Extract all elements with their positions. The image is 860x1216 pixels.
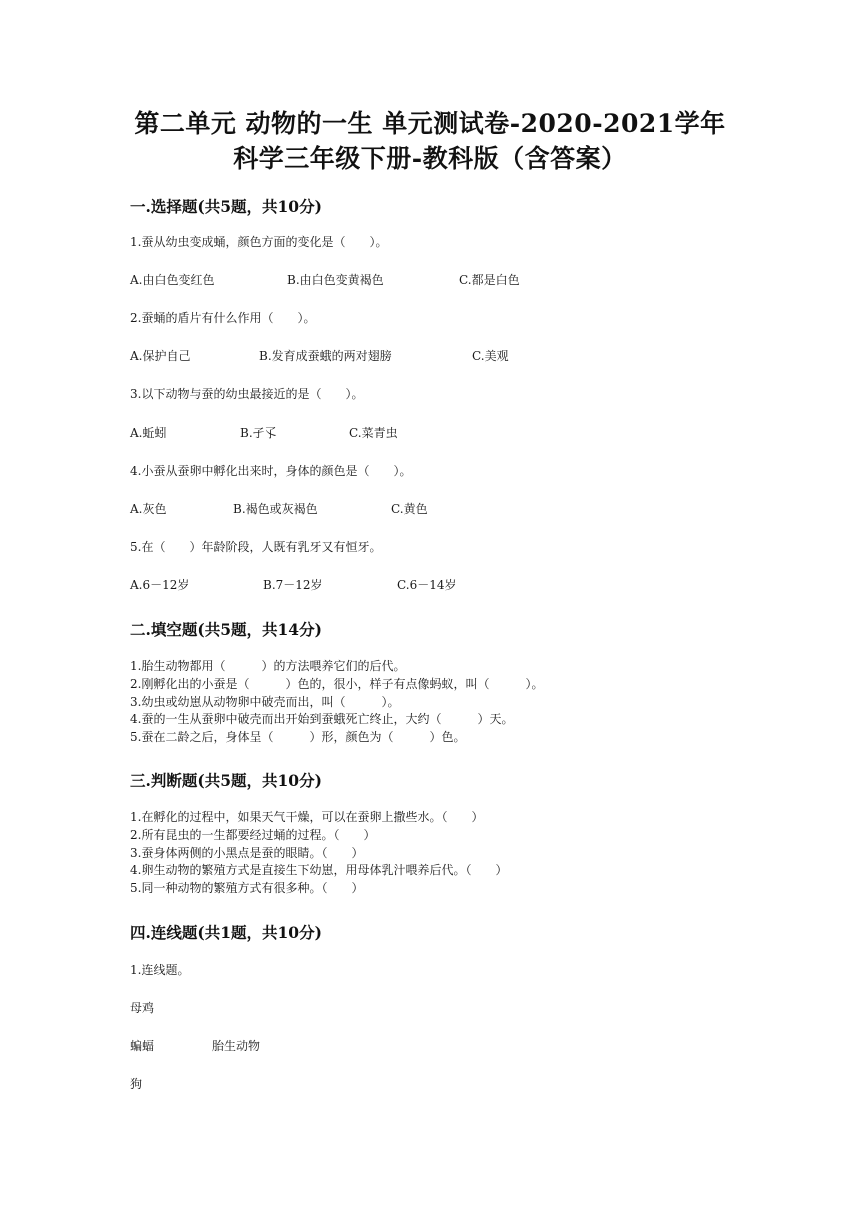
- choice-q3-option-b: B.孑孓: [240, 426, 277, 440]
- fill-item-3: 3.幼虫或幼崽从动物卵中破壳而出，叫（ ）。: [130, 695, 400, 709]
- choice-question-1: 1.蚕从幼虫变成蛹，颜色方面的变化是（ ）。: [130, 235, 388, 249]
- choice-q1-option-a: A.由白色变红色: [130, 273, 215, 287]
- section-heading-match: 四.连线题(共1题，共10分): [130, 923, 322, 942]
- choice-q2-option-b: B.发育成蚕蛾的两对翅膀: [259, 349, 392, 363]
- match-left-item-2: 蝙蝠: [130, 1039, 155, 1053]
- match-question-1: 1.连线题。: [130, 963, 190, 977]
- choice-q4-option-a: A.灰色: [130, 502, 167, 516]
- choice-q3-option-a: A.蚯蚓: [130, 426, 167, 440]
- judge-item-3: 3.蚕身体两侧的小黑点是蚕的眼睛。（ ）: [130, 846, 364, 860]
- section-heading-fill: 二.填空题(共5题，共14分): [130, 620, 322, 639]
- match-left-item-1: 母鸡: [130, 1001, 155, 1015]
- section-heading-judge: 三.判断题(共5题，共10分): [130, 771, 322, 790]
- document-title-line1: 第二单元 动物的一生 单元测试卷-2020-2021学年: [134, 109, 726, 138]
- section-heading-choice: 一.选择题(共5题，共10分): [130, 197, 322, 216]
- fill-item-5: 5.蚕在二龄之后，身体呈（ ）形，颜色为（ ）色。: [130, 730, 466, 744]
- choice-q5-option-a: A.6－12岁: [130, 578, 190, 592]
- choice-question-4: 4.小蚕从蚕卵中孵化出来时，身体的颜色是（ ）。: [130, 464, 412, 478]
- fill-item-2: 2.刚孵化出的小蚕是（ ）色的，很小，样子有点像蚂蚁，叫（ ）。: [130, 677, 544, 691]
- choice-q1-option-b: B.由白色变黄褐色: [287, 273, 384, 287]
- choice-question-3: 3.以下动物与蚕的幼虫最接近的是（ ）。: [130, 387, 364, 401]
- choice-q3-option-c: C.菜青虫: [349, 426, 398, 440]
- fill-item-4: 4.蚕的一生从蚕卵中破壳而出开始到蚕蛾死亡终止，大约（ ）天。: [130, 712, 514, 726]
- choice-question-5: 5.在（ ）年龄阶段，人既有乳牙又有恒牙。: [130, 540, 382, 554]
- choice-q2-option-a: A.保护自己: [130, 349, 191, 363]
- fill-item-1: 1.胎生动物都用（ ）的方法喂养它们的后代。: [130, 659, 406, 673]
- document-title-line2: 科学三年级下册-教科版（含答案）: [233, 144, 627, 173]
- judge-item-4: 4.卵生动物的繁殖方式是直接生下幼崽，用母体乳汁喂养后代。（ ）: [130, 863, 508, 877]
- choice-q2-option-c: C.美观: [472, 349, 509, 363]
- choice-question-2: 2.蚕蛹的盾片有什么作用（ ）。: [130, 311, 316, 325]
- judge-item-2: 2.所有昆虫的一生都要经过蛹的过程。（ ）: [130, 828, 376, 842]
- choice-q4-option-b: B.褐色或灰褐色: [233, 502, 318, 516]
- choice-q1-option-c: C.都是白色: [459, 273, 520, 287]
- judge-item-1: 1.在孵化的过程中，如果天气干燥，可以在蚕卵上撒些水。（ ）: [130, 810, 484, 824]
- choice-q5-option-c: C.6－14岁: [397, 578, 457, 592]
- choice-q5-option-b: B.7－12岁: [263, 578, 323, 592]
- choice-q4-option-c: C.黄色: [391, 502, 428, 516]
- match-right-item-1: 胎生动物: [212, 1039, 261, 1053]
- match-left-item-3: 狗: [130, 1077, 143, 1091]
- judge-item-5: 5.同一种动物的繁殖方式有很多种。（ ）: [130, 881, 364, 895]
